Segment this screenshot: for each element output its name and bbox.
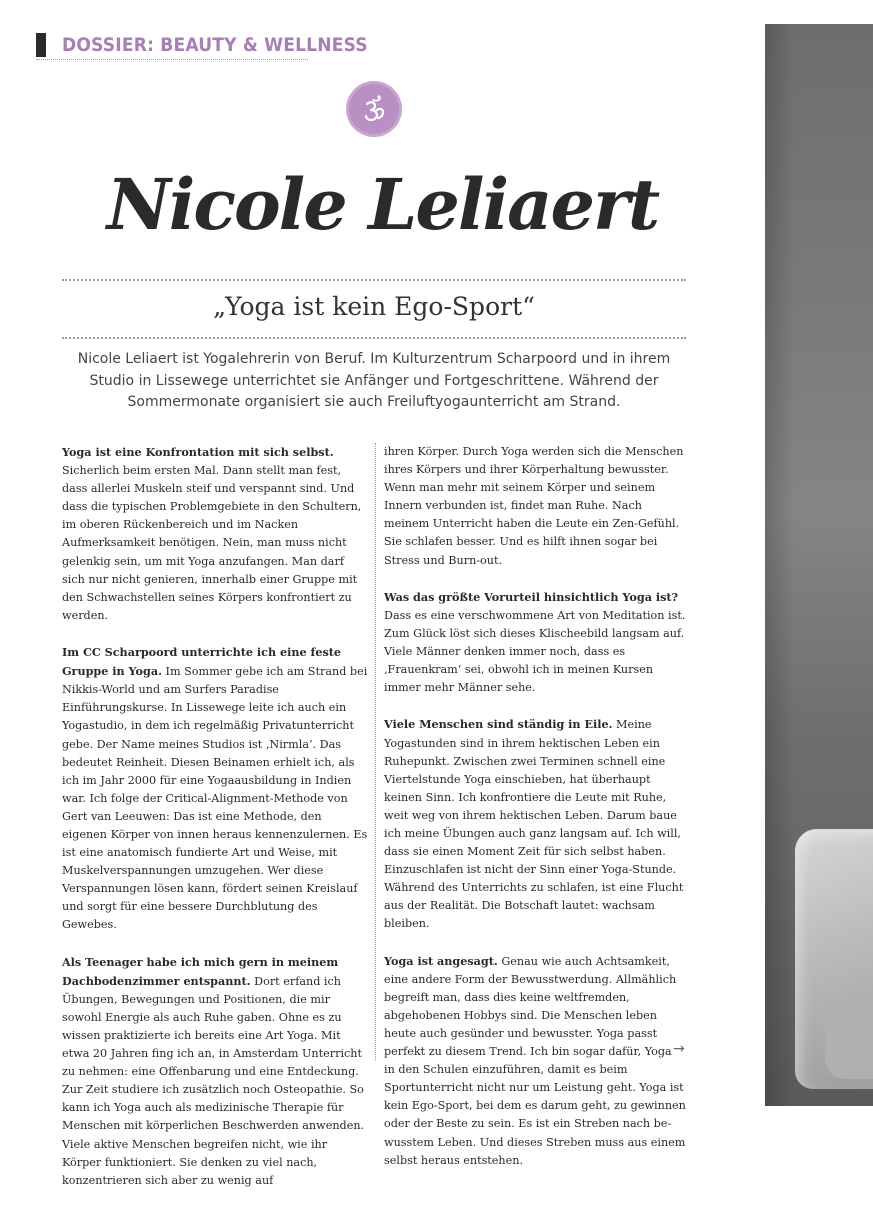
section-header: DOSSIER: BEAUTY & WELLNESS bbox=[62, 34, 368, 56]
article-column-left bbox=[62, 443, 368, 1208]
paragraph bbox=[62, 643, 368, 935]
title-divider-top bbox=[62, 279, 686, 281]
paragraph-lead: Als Teenager habe ich mich gern in meinem Dachbodenzimmer entspannt. bbox=[62, 954, 339, 988]
paragraph bbox=[384, 952, 686, 1170]
paragraph-lead: Yoga ist eine Konfrontation mit sich selbst. bbox=[62, 445, 334, 459]
paragraph-text: ihren Körper. Durch Yoga werden sich die Menschen ihres Körpers und ihrer Körperhaltung bewusster. Wenn man mehr mit seinem Körper und seinem Innern verbunden ist, findet man Ruhe. Nach meinem Unterricht haben die Leute ein Zen-Gefühl. Sie schlafen besser. Und es hilft ihnen sogar bei Stress und Burn-out. bbox=[384, 445, 684, 567]
intro-paragraph: Nicole Leliaert ist Yogalehrerin von Beruf. Im Kulturzentrum Scharpoord und in ihrem Studio in Lissewege unterrichtet sie Anfänger und Fortgeschrittene. Während der Sommermonate organisiert sie auch Freiluftyogaunterricht am Strand. bbox=[77, 351, 671, 410]
paragraph-text: Im Sommer gebe ich am Strand bei Nikkis-World und am Surfers Paradise Einführungskurse. In Lissewege leite ich auch ein Yogastudio, in dem ich regelmäßig Privatunterricht gebe. Der Name meines Studios ist ‚Nirmla‘. Das bedeutet Reinheit. Diesen Beinamen erhielt ich, als ich im Jahr 2000 für eine Yogaausbildung in Indien war. Ich folge der Critical-Alignment-Methode von Gert van Leeuwen: Das ist eine Methode, den eigenen Körper von innen heraus kennenzulernen. Es ist eine anatomisch fundierte Art und Weise, mit Muskelverspannungen umzugehen. Wer diese Verspannungen lösen kann, fördert seinen Kreislauf und sorgt für eine bessere Durchblutung des Gewebes. bbox=[62, 665, 368, 932]
paragraph-text: Dort erfand ich Übungen, Bewegungen und Positionen, die mir sowohl Energie als auch Ruhe gaben. Ohne es zu wissen praktizierte ich bereits eine Art Yoga. Mit etwa 20 Jahren fing ich an, in Amsterdam Unterricht zu nehmen: eine Offenbarung und eine Entdeckung. Zur Zeit studiere ich zusätzlich noch Osteopathie. So kann ich Yoga auch als medizinische Therapie für Menschen mit körperlichen Beschwerden anwenden. Viele aktive Menschen begreifen nicht, wie ihr Körper funktioniert. Sie denken zu viel nach, konzentrieren sich aber zu wenig auf bbox=[62, 974, 365, 1187]
column-divider bbox=[375, 443, 376, 1061]
paragraph bbox=[384, 443, 686, 570]
header-divider bbox=[36, 59, 308, 60]
paragraph-lead: Was das größte Vorurteil hinsichtlich Yoga ist? bbox=[384, 589, 679, 604]
paragraph-lead: Yoga ist angesagt. bbox=[384, 953, 498, 968]
article-column-right bbox=[384, 443, 686, 1188]
om-badge bbox=[349, 84, 399, 134]
paragraph bbox=[384, 715, 686, 933]
om-symbol-icon bbox=[359, 94, 389, 124]
section-marker bbox=[36, 33, 46, 57]
paragraph-text: Genau wie auch Achtsamkeit, eine andere Form der Bewusstwerdung. Allmählich begreift man, dass dies keine weltfremden, abgehobenen Hobbys sind. Die Menschen leben heute auch gesünder und bewusster. Yoga passt perfekt zu diesem Trend. Ich bin sogar dafür, Yoga in den Schulen einzuführen, damit es beim Sportunterricht nicht nur um Leistung geht. Yoga ist kein Ego-Sport, bei dem es darum geht, zu gewinnen oder der Beste zu sein. Es ist ein Streben nach bewusstem Leben. Und dieses Streben muss aus einem selbst heraus entstehen. bbox=[384, 954, 686, 1167]
page-title: Nicole Leliaert bbox=[106, 163, 659, 246]
paragraph bbox=[384, 588, 686, 698]
paragraph bbox=[62, 953, 368, 1190]
paragraph-lead: Viele Menschen sind ständig in Eile. bbox=[384, 717, 613, 732]
paragraph bbox=[62, 443, 368, 625]
paragraph-text: Meine Yogastunden sind in ihrem hektischen Leben ein Ruhepunkt. Zwischen zwei Terminen schnell eine Viertelstunde Yoga einschieben, hat überhaupt keinen Sinn. Ich konfrontiere die Leute mit Ruhe, weit weg von ihrem hektischen Leben. Darum baue ich meine Übungen auch ganz langsam auf. Ich will, dass sie einen Moment Zeit für sich selbst haben. Einzuschlafen ist nicht der Sinn einer Yoga-Stunde. Während des Unterrichts zu schlafen, ist eine Flucht aus der Realität. Die Botschaft lautet: wachsam bleiben. bbox=[384, 718, 684, 931]
title-divider-bottom bbox=[62, 337, 686, 339]
continue-arrow-icon: → bbox=[673, 1041, 685, 1057]
paragraph-lead: Im CC Scharpoord unterrichte ich eine feste Gruppe in Yoga. bbox=[62, 645, 342, 679]
paragraph-text: Dass es eine verschwommene Art von Meditation ist. Zum Glück löst sich dieses Klischeebild langsam auf. Viele Männer denken immer noch, dass es ‚Frauenkram‘ sei, obwohl ich in meinen Kursen immer mehr Männer sehe. bbox=[384, 608, 686, 695]
page-subtitle: „Yoga ist kein Ego-Sport“ bbox=[213, 292, 535, 321]
photo-cushion bbox=[765, 24, 873, 1106]
paragraph-text: Sicherlich beim ersten Mal. Dann stellt man fest, dass allerlei Muskeln steif und verspannt sind. Und dass die typischen Problemgebiete in den Schultern, im oberen Rückenbereich und im Nacken Aufmerksamkeit benötigen. Nein, man muss nicht gelenkig sein, um mit Yoga anzufangen. Man darf sich nur nicht genieren, innerhalb einer Gruppe mit den Schwachstellen seines Körpers konfrontiert zu werden. bbox=[62, 464, 362, 622]
